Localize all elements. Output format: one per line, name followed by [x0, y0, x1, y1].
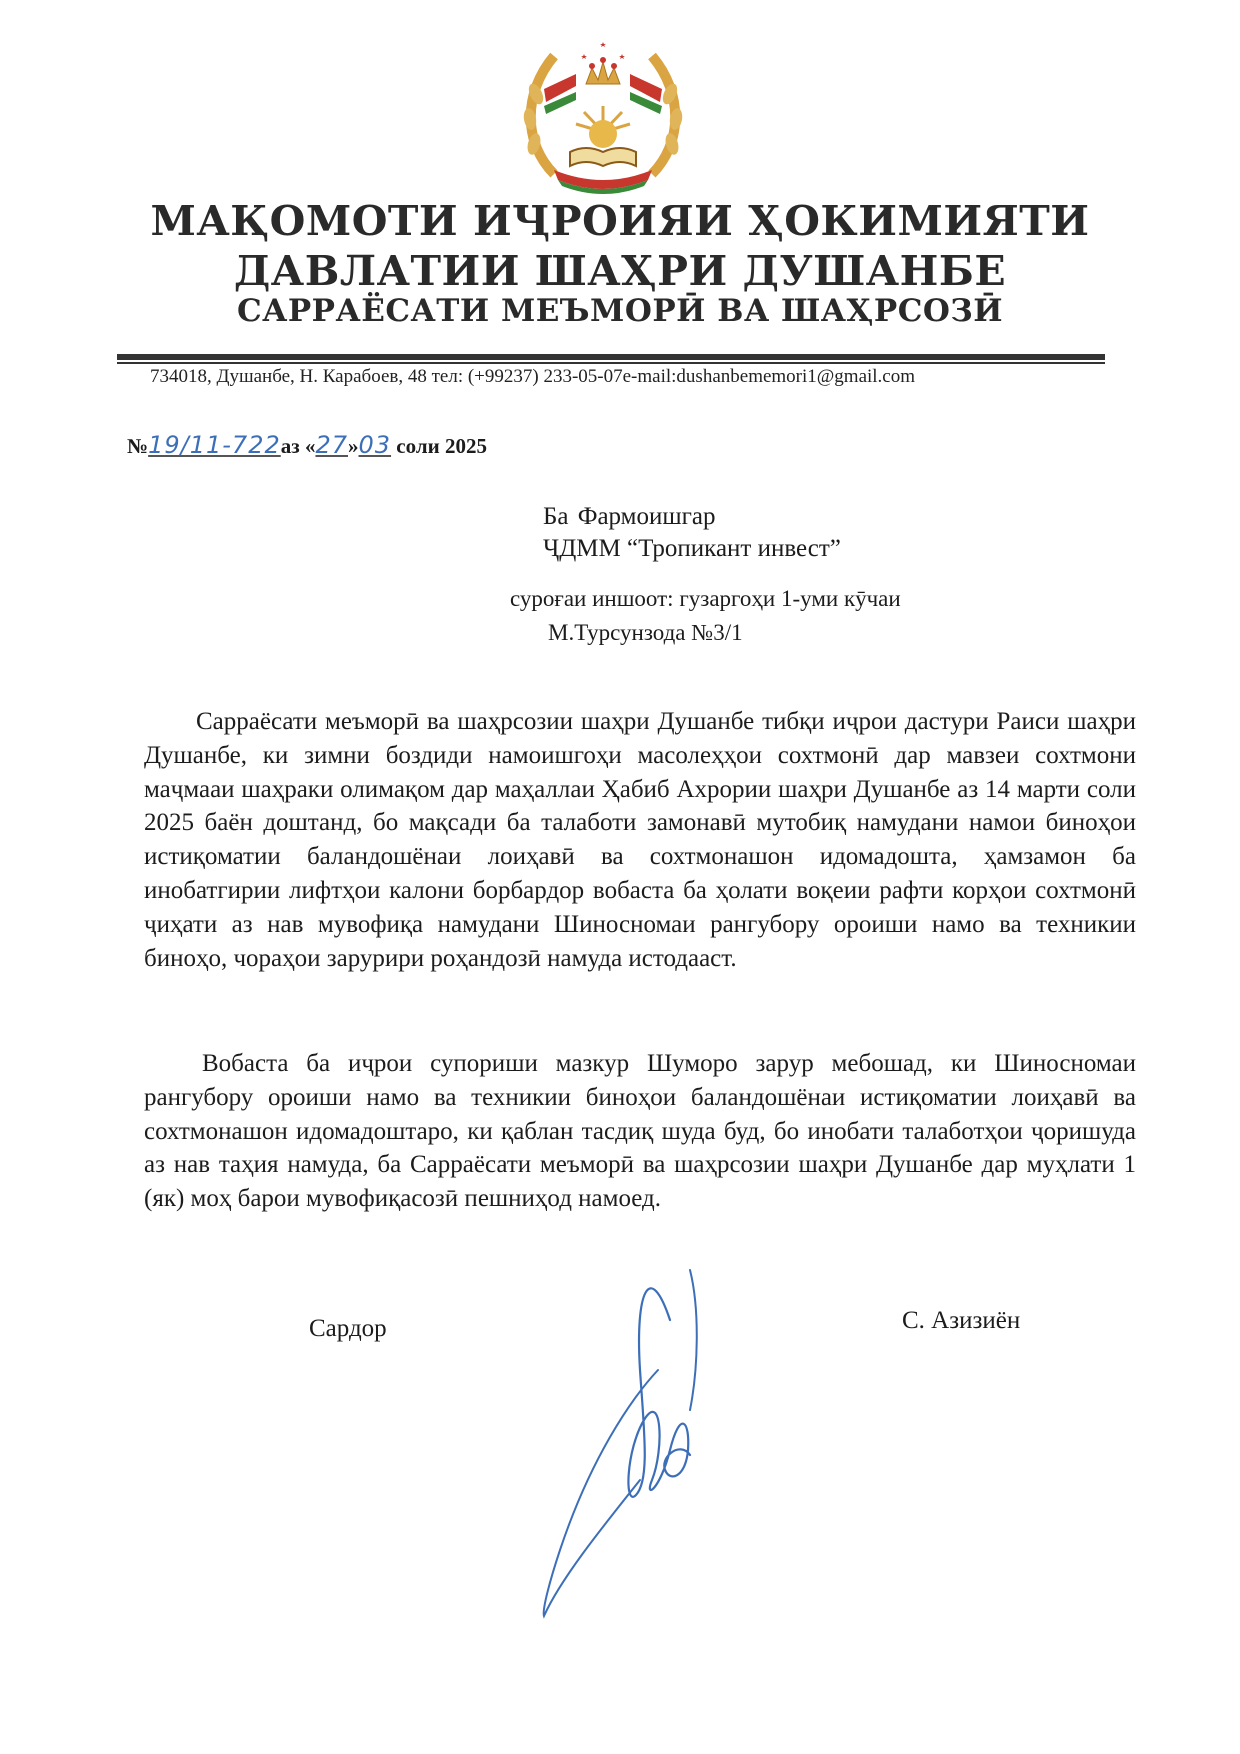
date-day-handwritten: 27: [315, 431, 348, 459]
addressee-line2: ҶДММ “Тропикант инвест”: [543, 535, 841, 562]
addressee-line1: Ба Фармоишгар: [543, 503, 716, 530]
date-year: соли 2025: [396, 434, 487, 458]
signatory-name: С. Азизиён: [902, 1307, 1021, 1334]
handwritten-signature: [540, 1250, 730, 1630]
header-divider-thin: [117, 362, 1105, 364]
letter-reference: [127, 431, 487, 459]
date-mid: »: [348, 434, 359, 458]
organization-title-line1: МАҚОМОТИ ИҶРОИЯИ ҲОКИМИЯТИ: [150, 197, 1090, 245]
date-prefix: аз «: [280, 434, 316, 458]
body-paragraph-1: Сарраёсати меъморӣ ва шаҳрсозии шаҳри Душанбе тибқи иҷрои дастури Раиси шаҳри Душанбе, ки зимни боздиди намоишгоҳи масолеҳҳои сохтмонӣ дар мавзеи сохтмони маҷмааи шаҳраки олимақом дар маҳаллаи Ҳабиб Ахрории шаҳри Душанбе аз 14 марти соли 2025 баён доштанд, бо мақсади ба талаботи замонавӣ мутобиқ намудани намои биноҳои истиқоматии баландошёнаи лоиҳавӣ ва сохтмонашон идомадошта, ҳамзамон ба инобатгирии лифтҳои калони борбардор вобаста ба ҳолати воқеии рафти корҳои сохтмонӣ ҷиҳати аз нав мувофиқа намудани Шиносномаи рангубору ороиши намо ва техникии биноҳо, чораҳои зарурири роҳандозӣ намуда истодааст.: [144, 708, 1136, 972]
state-emblem-icon: [514, 34, 692, 194]
date-month-handwritten: 03: [358, 431, 392, 459]
header-divider-thick: [117, 354, 1105, 360]
reference-number-handwritten: 19/11-722: [148, 431, 281, 459]
department-title: САРРАЁСАТИ МЕЪМОРӢ ВА ШАҲРСОЗӢ: [236, 293, 1004, 329]
organization-title-line2: ДАВЛАТИИ ШАҲРИ ДУШАНБЕ: [233, 247, 1007, 295]
body-paragraph-2: Вобаста ба иҷрои супориши мазкур Шуморо зарур мебошад, ки Шиносномаи рангубору ороиши намо ва техникии биноҳои баландошёнаи истиқоматии лоиҳавӣ ва сохтмонашон идомадоштаро, ки қаблан тасдиқ шуда буд, бо инобати талаботҳои ҷоришуда аз нав таҳия намуда, ба Сарраёсати меъморӣ ва шаҳрсозии шаҳри Душанбе дар муҳлати 1 (як) моҳ барои мувофиқасозӣ пешниҳод намоед.: [144, 1050, 1136, 1213]
signatory-role: Сардор: [309, 1315, 387, 1342]
contact-info: 734018, Душанбе, Н. Карабоев, 48 тел: (+99237) 233-05-07e-mail:dushanbememori1@gmail.com: [150, 366, 916, 387]
subject-line2: М.Турсунзода №3/1: [548, 620, 743, 645]
reference-number-label: №: [127, 434, 149, 458]
subject-line1: суроғаи иншоот: гузаргоҳи 1-уми кӯчаи: [510, 586, 901, 611]
